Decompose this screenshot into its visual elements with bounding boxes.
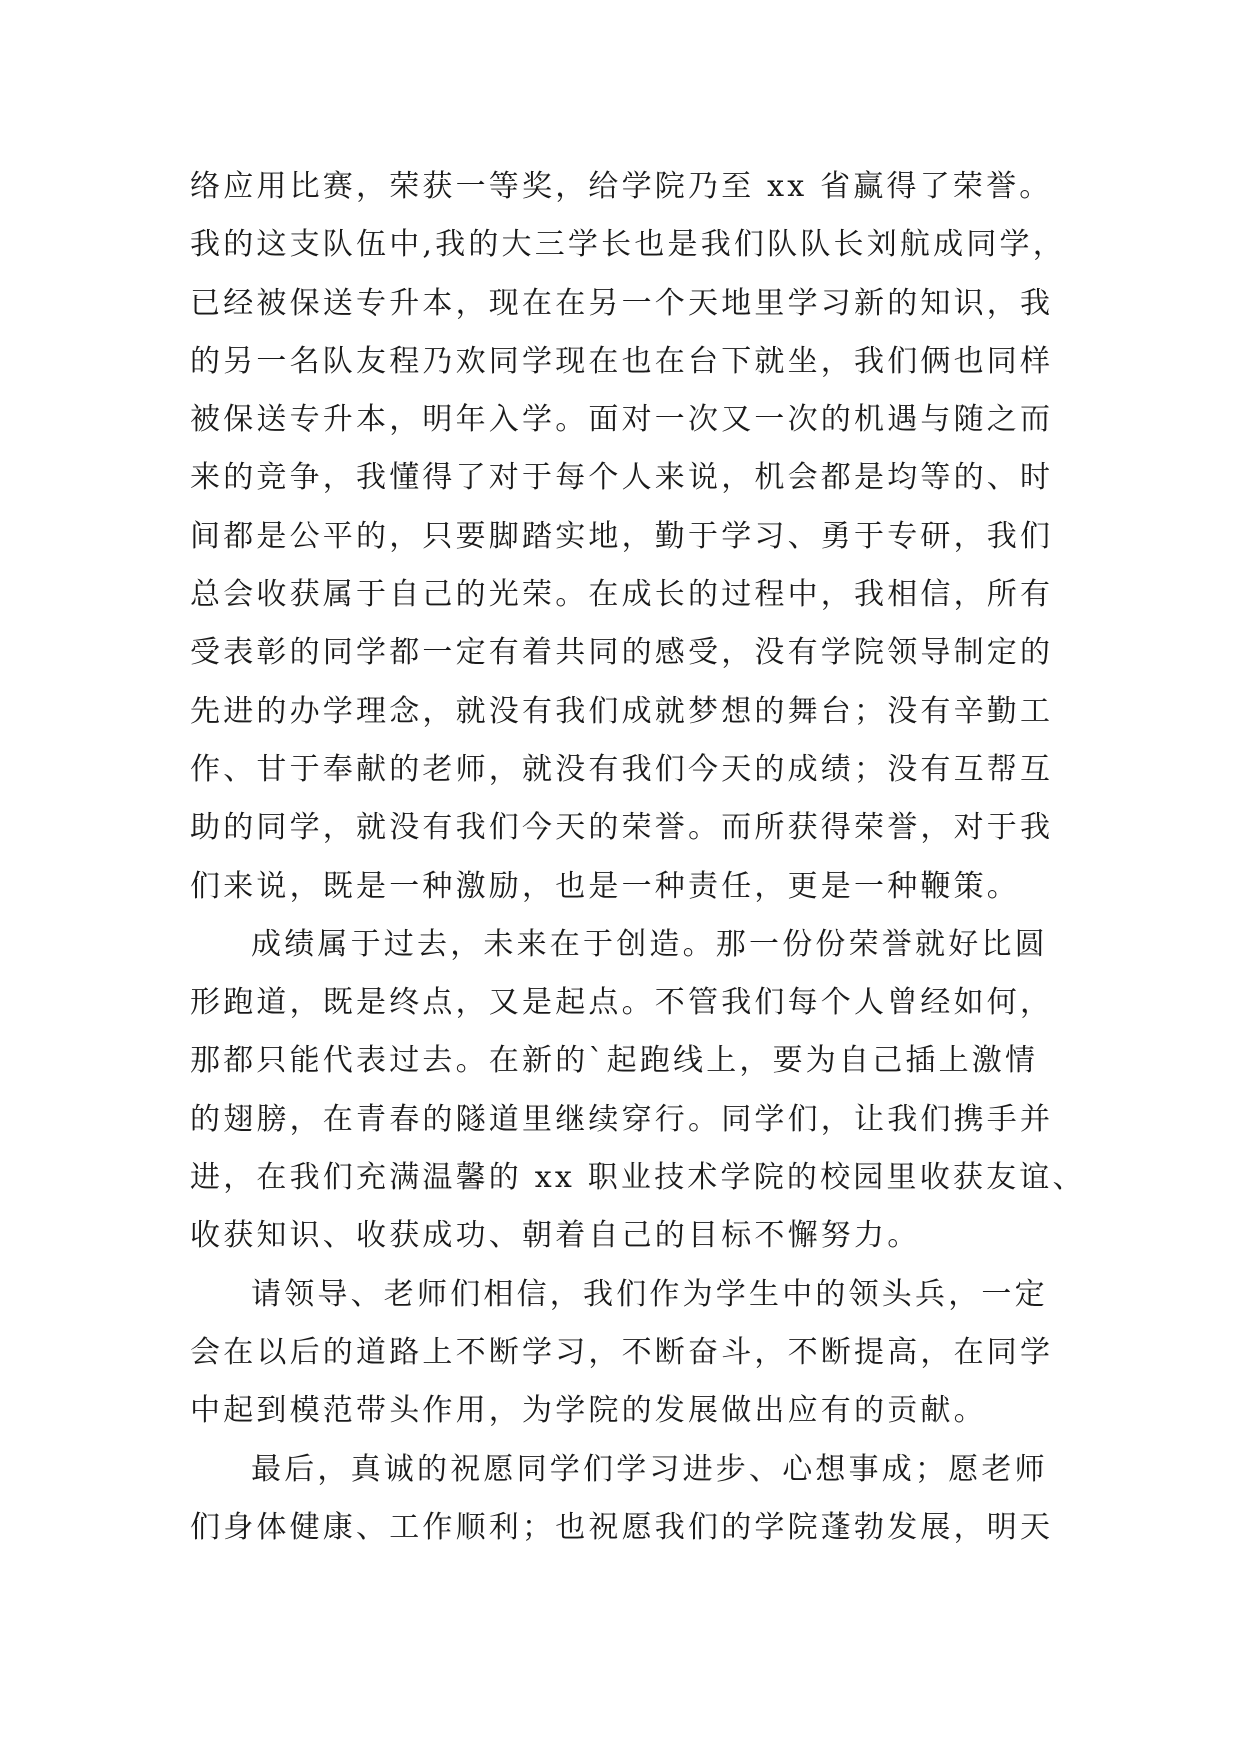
text-line: 那都只能代表过去。在新的`起跑线上，要为自己插上激情 [190, 1043, 1039, 1079]
text-line: 作、甘于奉献的老师，就没有我们今天的成绩；没有互帮互 [190, 751, 1054, 787]
text-line: 来的竞争，我懂得了对于每个人来说，机会都是均等的、时 [190, 460, 1054, 496]
text-line: 们来说，既是一种激励，也是一种责任，更是一种鞭策。 [190, 868, 1020, 904]
document-body [190, 158, 1090, 1557]
paragraph-first-line: 最后，真诚的祝愿同学们学习进步、心想事成；愿老师 [251, 1451, 1048, 1487]
text-line: 我的这支队伍中,我的大三学长也是我们队队长刘航成同学， [190, 227, 1066, 263]
text-line: 助的同学，就没有我们今天的荣誉。而所获得荣誉，对于我 [190, 810, 1054, 846]
text-line: 总会收获属于自己的光荣。在成长的过程中，我相信，所有 [190, 577, 1054, 613]
text-line: 间都是公平的，只要脚踏实地，勤于学习、勇于专研，我们 [190, 518, 1054, 554]
text-line: 被保送专升本，明年入学。面对一次又一次的机遇与随之而 [190, 402, 1054, 438]
paragraph-first-line: 请领导、老师们相信，我们作为学生中的领头兵，一定 [251, 1276, 1048, 1312]
text-line: 进，在我们充满温馨的 xx 职业技术学院的校园里收获友谊、 [190, 1160, 1086, 1196]
paragraph-first-line: 成绩属于过去，未来在于创造。那一份份荣誉就好比圆 [251, 926, 1048, 962]
text-line: 络应用比赛，荣获一等奖，给学院乃至 xx 省赢得了荣誉。 [190, 169, 1053, 204]
text-line: 已经被保送专升本，现在在另一个天地里学习新的知识，我 [190, 285, 1054, 321]
text-line: 的翅膀，在青春的隧道里继续穿行。同学们，让我们携手并 [190, 1101, 1054, 1137]
text-line: 们身体健康、工作顺利；也祝愿我们的学院蓬勃发展，明天 [190, 1509, 1054, 1545]
text-line: 的另一名队友程乃欢同学现在也在台下就坐，我们俩也同样 [190, 343, 1054, 379]
text-line: 先进的办学理念，就没有我们成就梦想的舞台；没有辛勤工 [190, 693, 1054, 729]
text-line: 收获知识、收获成功、朝着自己的目标不懈努力。 [190, 1218, 921, 1254]
text-line: 形跑道，既是终点，又是起点。不管我们每个人曾经如何， [190, 985, 1054, 1021]
text-line: 受表彰的同学都一定有着共同的感受，没有学院领导制定的 [190, 635, 1054, 671]
text-line: 中起到模范带头作用，为学院的发展做出应有的贡献。 [190, 1393, 987, 1429]
text-line: 会在以后的道路上不断学习，不断奋斗，不断提高，在同学 [190, 1334, 1054, 1370]
